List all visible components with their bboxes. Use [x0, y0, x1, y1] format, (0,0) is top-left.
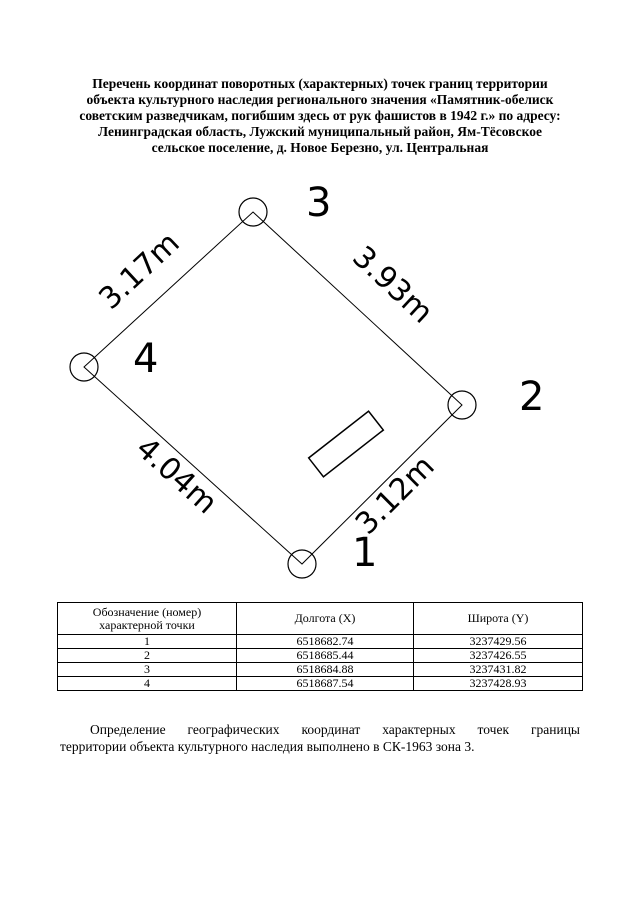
side-length-4-1: 4.04m — [128, 430, 224, 522]
title-line: советским разведчикам, погибшим здесь от рук фашистов в 1942 г.» по адресу: — [79, 108, 561, 123]
side-length-3-4: 3.17m — [92, 225, 187, 317]
cell-x: 6518687.54 — [237, 677, 414, 691]
cell-point: 4 — [58, 677, 237, 691]
title-line: Перечень координат поворотных (характерных) точек границ территории — [92, 76, 548, 91]
cell-point: 3 — [58, 663, 237, 677]
cell-point: 2 — [58, 649, 237, 663]
table-row — [58, 677, 583, 691]
column-header-point: Обозначение (номер) характерной точки — [58, 603, 237, 635]
coordinate-system-note — [60, 721, 580, 755]
document-title — [60, 76, 580, 156]
table-row — [58, 663, 583, 677]
title-line: сельское поселение, д. Новое Березно, ул. Центральная — [151, 140, 489, 155]
coordinates-table — [57, 602, 583, 691]
boundary-diagram — [0, 170, 640, 590]
point-label-2: 2 — [519, 374, 545, 420]
table-header-row — [58, 603, 583, 635]
point-label-4: 4 — [133, 336, 159, 382]
note-line: территории объекта культурного наследия выполнено в СК-1963 зона 3. — [60, 739, 475, 754]
cell-y: 3237431.82 — [414, 663, 583, 677]
column-header-y: Широта (Y) — [414, 603, 583, 635]
cell-y: 3237429.56 — [414, 635, 583, 649]
point-label-3: 3 — [306, 180, 332, 226]
side-length-3-2: 3.93m — [345, 239, 440, 331]
table-row — [58, 649, 583, 663]
point-label-1: 1 — [352, 530, 378, 576]
title-line: Ленинградская область, Лужский муниципальный район, Ям-Тёсовское — [98, 124, 542, 139]
monument-footprint — [309, 411, 384, 477]
table-row — [58, 635, 583, 649]
cell-x: 6518685.44 — [237, 649, 414, 663]
cell-x: 6518682.74 — [237, 635, 414, 649]
cell-y: 3237426.55 — [414, 649, 583, 663]
side-length-1-2: 3.12m — [348, 448, 442, 542]
cell-y: 3237428.93 — [414, 677, 583, 691]
cell-x: 6518684.88 — [237, 663, 414, 677]
cell-point: 1 — [58, 635, 237, 649]
note-line: Определение географических координат характерных точек границы — [90, 722, 580, 737]
column-header-x: Долгота (X) — [237, 603, 414, 635]
title-line: объекта культурного наследия регионального значения «Памятник-обелиск — [86, 92, 554, 107]
